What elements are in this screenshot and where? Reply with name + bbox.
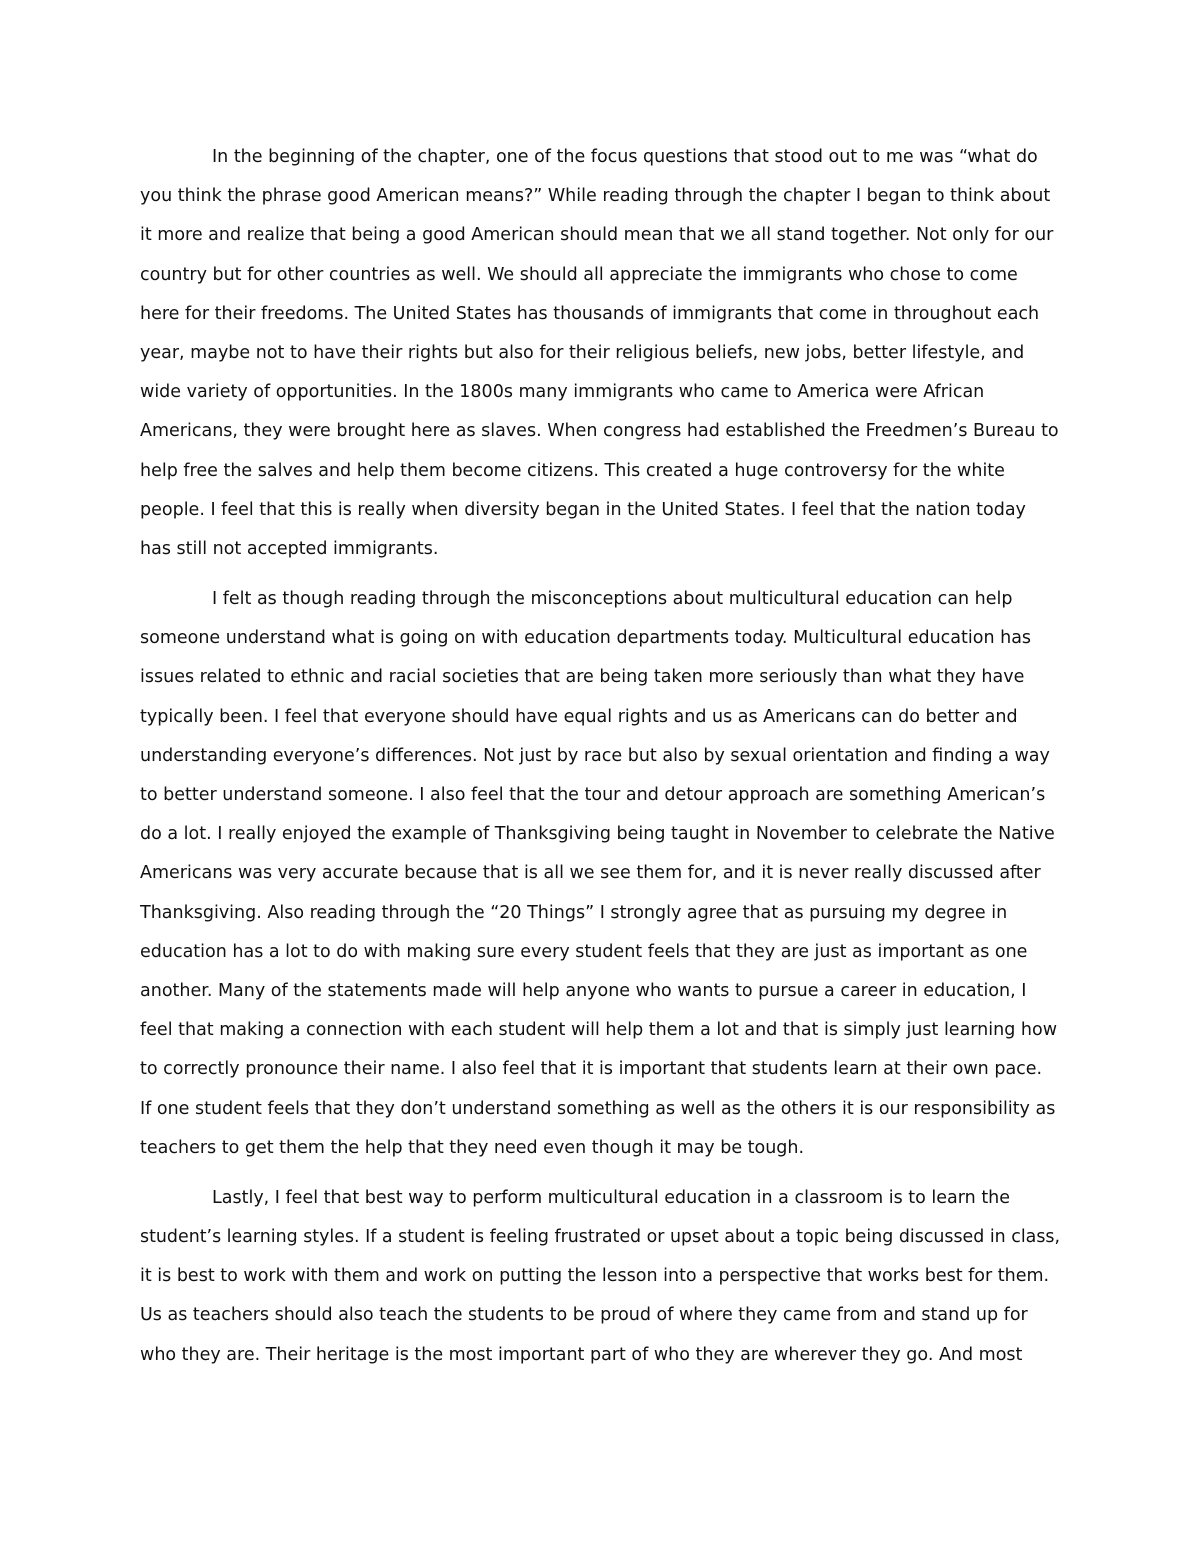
paragraph-line: Americans, they were brought here as slaves. When congress had established the Freedmen’s Bureau to	[140, 421, 1059, 442]
paragraph-1	[140, 138, 1060, 569]
paragraph-line: it is best to work with them and work on putting the lesson into a perspective that works best for them.	[140, 1266, 1050, 1287]
paragraph-line: to better understand someone. I also feel that the tour and detour approach are something American’s	[140, 785, 1046, 805]
paragraph-spacing	[140, 1168, 1060, 1179]
paragraph-line: another. Many of the statements made will help anyone who wants to pursue a career in education, I	[140, 980, 1027, 1001]
paragraph-line: feel that making a connection with each student will help them a lot and that is simply just learning how	[140, 1020, 1058, 1041]
paragraph-line: do a lot. I really enjoyed the example of Thanksgiving being taught in November to celebrate the Native	[140, 824, 1055, 845]
paragraph-line: wide variety of opportunities. In the 1800s many immigrants who came to America were African	[140, 382, 985, 403]
paragraph-line: you think the phrase good American means?” While reading through the chapter I began to think about	[140, 186, 1051, 207]
document-body	[140, 138, 1060, 1375]
paragraph-line: In the beginning of the chapter, one of the focus questions that stood out to me was “what do	[212, 147, 1038, 167]
paragraph-line: student’s learning styles. If a student is feeling frustrated or upset about a topic being discussed in class,	[140, 1227, 1060, 1248]
paragraph-line: here for their freedoms. The United States has thousands of immigrants that come in throughout each	[140, 303, 1040, 324]
paragraph-line: country but for other countries as well. We should all appreciate the immigrants who chose to come	[140, 264, 1018, 285]
paragraph-line: Thanksgiving. Also reading through the “20 Things” I strongly agree that as pursuing my degree in	[140, 902, 1008, 923]
paragraph-line: Us as teachers should also teach the students to be proud of where they came from and stand up for	[140, 1305, 1028, 1326]
paragraph-line: teachers to get them the help that they need even though it may be tough.	[140, 1137, 805, 1158]
paragraph-line: issues related to ethnic and racial societies that are being taken more seriously than what they have	[140, 667, 1025, 688]
paragraph-line: has still not accepted immigrants.	[140, 538, 439, 559]
paragraph-line: year, maybe not to have their rights but also for their religious beliefs, new jobs, better lifestyle, and	[140, 342, 1025, 363]
paragraph-line: typically been. I feel that everyone should have equal rights and us as Americans can do better and	[140, 706, 1018, 727]
paragraph-line: Lastly, I feel that best way to perform multicultural education in a classroom is to learn the	[212, 1187, 1011, 1208]
paragraph-line: someone understand what is going on with education departments today. Multicultural education has	[140, 628, 1032, 649]
paragraph-line: education has a lot to do with making sure every student feels that they are just as important as one	[140, 941, 1028, 962]
paragraph-line: it more and realize that being a good American should mean that we all stand together. Not only for our	[140, 225, 1054, 246]
paragraph-line: to correctly pronounce their name. I also feel that it is important that students learn at their own pace.	[140, 1059, 1043, 1080]
paragraph-line: people. I feel that this is really when diversity began in the United States. I feel that the nation today	[140, 499, 1026, 520]
paragraph-line: If one student feels that they don’t understand something as well as the others it is our responsibility as	[140, 1098, 1056, 1119]
paragraph-line: I felt as though reading through the misconceptions about multicultural education can help	[212, 589, 1013, 610]
paragraph-3	[140, 1179, 1060, 1375]
paragraph-line: Americans was very accurate because that is all we see them for, and it is never really discussed after	[140, 863, 1041, 884]
paragraph-line: understanding everyone’s differences. Not just by race but also by sexual orientation and finding a way	[140, 745, 1050, 766]
paragraph-line: who they are. Their heritage is the most important part of who they are wherever they go. And most	[140, 1344, 1023, 1365]
paragraph-spacing	[140, 569, 1060, 580]
paragraph-line: help free the salves and help them become citizens. This created a huge controversy for the white	[140, 460, 1005, 481]
paragraph-2	[140, 580, 1060, 1168]
